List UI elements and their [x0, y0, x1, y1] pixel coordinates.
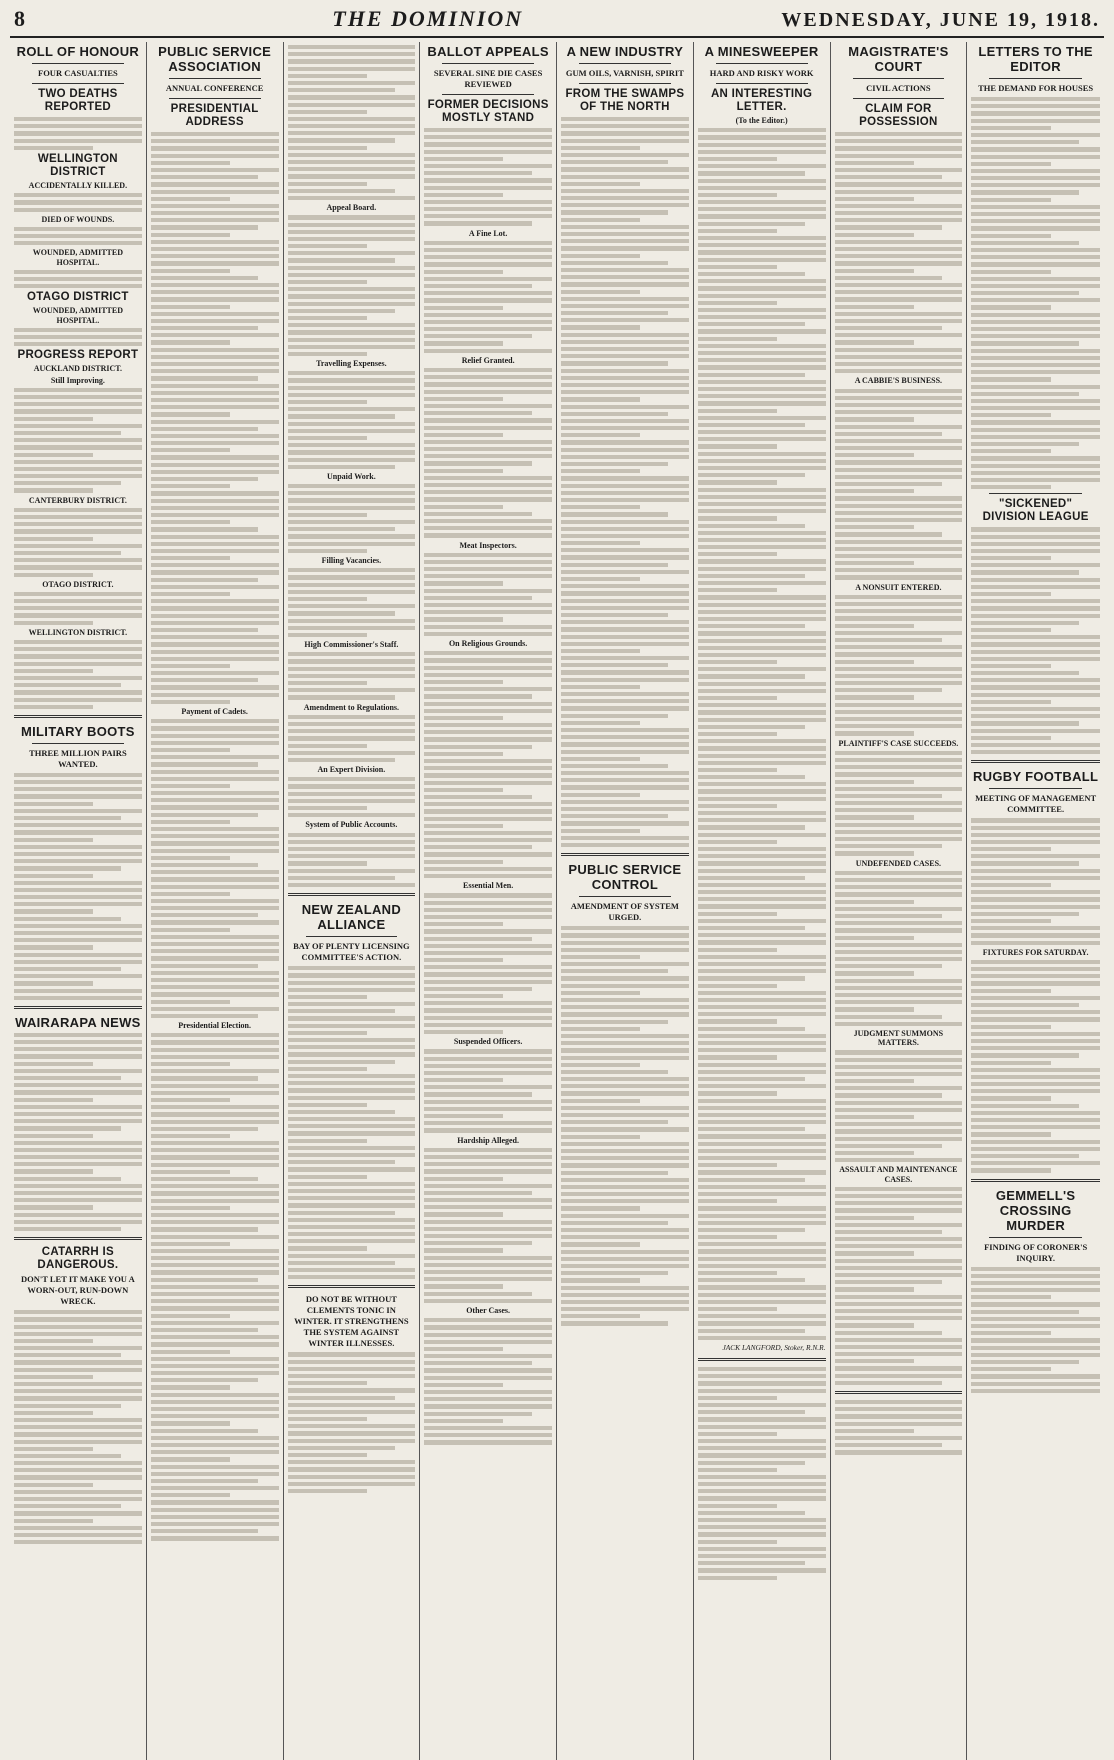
article-text: [424, 893, 552, 1034]
column-2: [147, 42, 284, 1760]
section-label: JUDGMENT SUMMONS MATTERS.: [853, 1028, 944, 1048]
article-text: [288, 652, 416, 699]
section-label: Still Improving.: [50, 375, 105, 385]
nz-alliance-heading: NEW ZEALAND ALLIANCE: [301, 902, 402, 933]
divider: [989, 1237, 1082, 1238]
divider: [442, 63, 534, 64]
ballot-appeals-heading: BALLOT APPEALS: [427, 44, 549, 59]
divider: [32, 83, 124, 84]
new-industry-subheading: GUM OILS, VARNISH, SPIRIT: [565, 68, 684, 78]
article-text: [288, 45, 416, 200]
column-6: [694, 42, 831, 1760]
article-text: [561, 117, 689, 847]
section-label: FIXTURES FOR SATURDAY.: [982, 947, 1089, 957]
letter-signature: JACK LANGFORD, Stoker, R.N.R.: [722, 1342, 826, 1352]
gemmells-crossing-heading: GEMMELL'S CROSSING MURDER: [995, 1187, 1076, 1233]
section-label: Other Cases.: [466, 1305, 511, 1315]
wairarapa-heading: WAIRARAPA NEWS: [15, 1014, 141, 1030]
article-text: [971, 818, 1100, 944]
article-text: [288, 833, 416, 888]
divider: [32, 63, 124, 64]
section-label: WOUNDED, ADMITTED HOSPITAL.: [32, 248, 123, 267]
magistrates-court-heading: MAGISTRATE'S COURT: [848, 44, 949, 74]
section-label: WELLINGTON DISTRICT.: [28, 627, 128, 637]
section-label: Unpaid Work.: [326, 471, 376, 481]
article-text: [14, 1033, 142, 1231]
two-deaths-heading: TWO DEATHS REPORTED: [38, 88, 118, 113]
divider: [853, 98, 945, 99]
section-label: UNDEFENDED CASES.: [855, 858, 942, 868]
section-label: ACCIDENTALLY KILLED.: [28, 180, 128, 190]
article-text: [14, 592, 142, 625]
section-label: Amendment to Regulations.: [303, 702, 400, 712]
article-text: [424, 553, 552, 636]
column-4: [420, 42, 557, 1760]
section-label: Filling Vacancies.: [321, 555, 382, 565]
former-decisions-heading: FORMER DECISIONS MOSTLY STAND: [427, 99, 549, 124]
article-text: [14, 640, 142, 709]
section-label: DIED OF WOUNDS.: [41, 214, 115, 224]
divider: [835, 1391, 963, 1394]
section-label: CANTERBURY DISTRICT.: [28, 495, 127, 505]
article-text: [971, 960, 1100, 1173]
article-text: [288, 371, 416, 469]
section-label: An Expert Division.: [317, 765, 386, 775]
section-label: Essential Men.: [463, 881, 514, 891]
divider: [971, 760, 1100, 763]
article-text: [14, 117, 142, 150]
section-label: PLAINTIFF'S CASE SUCCEEDS.: [838, 738, 959, 748]
article-text: [151, 132, 279, 704]
paper-title: THE DOMINION: [332, 6, 524, 31]
column-5: [557, 42, 694, 1760]
article-text: [288, 777, 416, 817]
column-8: [967, 42, 1104, 1760]
section-label: Relief Granted.: [461, 355, 515, 365]
rugby-subheading: MEETING OF MANAGEMENT COMMITTEE.: [975, 793, 1097, 815]
ballot-appeals-subheading: SEVERAL SINE DIE CASES REVIEWED: [433, 68, 543, 89]
article-text: [424, 651, 552, 878]
divider: [579, 896, 671, 897]
article-text: [424, 368, 552, 538]
article-text: [288, 715, 416, 762]
article-text: [14, 270, 142, 289]
divider: [288, 893, 416, 896]
divider: [989, 78, 1082, 79]
gemmells-crossing-subheading: FINDING OF CORONER'S INQUIRY.: [984, 1241, 1088, 1263]
divider: [716, 83, 808, 84]
section-label: ASSAULT AND MAINTENANCE CASES.: [839, 1165, 958, 1184]
divider: [579, 83, 671, 84]
article-text: [14, 388, 142, 493]
article-text: [835, 751, 963, 856]
section-label: Suspended Officers.: [453, 1037, 523, 1047]
section-label: OTAGO DISTRICT.: [42, 579, 114, 589]
article-text: [835, 1050, 963, 1162]
divider: [32, 743, 124, 744]
section-label: High Commissioner's Staff.: [304, 640, 399, 650]
roll-of-honour-heading: ROLL OF HONOUR: [16, 44, 140, 59]
article-text: [288, 568, 416, 637]
article-text: [835, 595, 963, 736]
article-text: [14, 193, 142, 212]
divider: [989, 493, 1082, 494]
article-text: [288, 1352, 416, 1493]
divider: [716, 63, 808, 64]
divider: [288, 1285, 416, 1288]
presidential-address-heading: PRESIDENTIAL ADDRESS: [170, 103, 259, 128]
article-text: [424, 128, 552, 226]
article-text: [14, 773, 142, 1000]
article-text: [424, 241, 552, 353]
section-label: AUCKLAND DISTRICT.: [33, 364, 123, 374]
masthead: [10, 6, 1104, 38]
article-text: [151, 719, 279, 1018]
divider: [853, 78, 945, 79]
advertisement-text: [835, 1400, 963, 1455]
interesting-letter-heading: AN INTERESTING LETTER.: [710, 88, 813, 113]
otago-district-heading: OTAGO DISTRICT: [27, 291, 129, 304]
public-service-control-subheading: AMENDMENT OF SYSTEM URGED.: [570, 901, 679, 923]
page-number: 8: [14, 6, 25, 31]
divider: [14, 715, 142, 718]
section-label: WOUNDED, ADMITTED HOSPITAL.: [32, 306, 123, 325]
article-text: [561, 926, 689, 1326]
divider: [14, 1006, 142, 1009]
issue-date: WEDNESDAY, JUNE 19, 1918.: [781, 9, 1100, 31]
article-text: [14, 1310, 142, 1544]
swamps-heading: FROM THE SWAMPS OF THE NORTH: [565, 88, 685, 113]
section-label: Presidential Election.: [178, 1021, 251, 1031]
public-service-control-heading: PUBLIC SERVICE CONTROL: [568, 862, 682, 893]
civil-actions-subheading: CIVIL ACTIONS: [866, 83, 931, 93]
roll-subheading: FOUR CASUALTIES: [38, 68, 118, 78]
article-text: [835, 389, 963, 580]
nz-alliance-subheading: BAY OF PLENTY LICENSING COMMITTEE'S ACTION.: [293, 941, 410, 963]
demand-for-houses-subheading: THE DEMAND FOR HOUSES: [978, 83, 1094, 93]
sickened-league-heading: "SICKENED" DIVISION LEAGUE: [982, 498, 1089, 524]
section-label: On Religious Grounds.: [448, 638, 528, 648]
columns: [10, 42, 1104, 1760]
column-3: [284, 42, 421, 1760]
divider: [989, 788, 1082, 789]
article-text: [835, 871, 963, 1026]
divider: [971, 1179, 1100, 1182]
minesweeper-heading: A MINESWEEPER: [704, 44, 819, 59]
public-service-heading: PUBLIC SERVICE ASSOCIATION: [158, 44, 272, 74]
article-text: [288, 215, 416, 356]
article-text: [14, 328, 142, 347]
minesweeper-subheading: HARD AND RISKY WORK: [709, 68, 814, 78]
article-text: [151, 1033, 279, 1540]
new-industry-heading: A NEW INDUSTRY: [566, 44, 684, 59]
advertisement-text: [698, 1367, 826, 1580]
divider: [579, 63, 671, 64]
section-label: Appeal Board.: [326, 203, 377, 213]
article-text: [971, 1267, 1100, 1393]
section-label: Hardship Alleged.: [457, 1135, 520, 1145]
article-text: [698, 128, 826, 1340]
divider: [561, 853, 689, 856]
section-label: Payment of Cadets.: [181, 707, 248, 716]
article-text: [14, 227, 142, 246]
to-the-editor-label: (To the Editor.): [735, 116, 788, 125]
article-text: [971, 97, 1100, 489]
article-text: [424, 1318, 552, 1444]
article-text: [288, 966, 416, 1279]
clements-tonic-ad-heading: DO NOT BE WITHOUT CLEMENTS TONIC IN WINTER. IT STRENGTHENS THE SYSTEM AGAINST WINTER ILLNESSES.: [294, 1294, 409, 1349]
article-text: [424, 1049, 552, 1132]
military-boots-heading: MILITARY BOOTS: [21, 723, 135, 739]
letters-to-editor-heading: LETTERS TO THE EDITOR: [978, 44, 1093, 74]
article-text: [288, 484, 416, 553]
section-label: Meat Inspectors.: [459, 540, 517, 550]
column-1: [10, 42, 147, 1760]
article-text: [14, 508, 142, 577]
divider: [169, 98, 261, 99]
rugby-football-heading: RUGBY FOOTBALL: [972, 769, 1099, 785]
divider: [306, 936, 398, 937]
catarrh-subheading: DON'T LET IT MAKE YOU A WORN-OUT, RUN-DOWN WRECK.: [20, 1274, 135, 1307]
section-label: A NONSUIT ENTERED.: [855, 582, 942, 592]
divider: [442, 94, 534, 95]
article-text: [835, 132, 963, 373]
divider: [698, 1358, 826, 1361]
article-text: [971, 527, 1100, 754]
wellington-district-heading: WELLINGTON DISTRICT: [37, 152, 118, 178]
catarrh-heading: CATARRH IS DANGEROUS.: [37, 1246, 119, 1272]
divider: [14, 1237, 142, 1240]
article-text: [835, 1187, 963, 1385]
divider: [169, 78, 261, 79]
article-text: [424, 1148, 552, 1303]
public-service-subheading: ANNUAL CONFERENCE: [165, 83, 264, 93]
section-label: A Fine Lot.: [468, 228, 508, 238]
section-label: System of Public Accounts.: [305, 820, 398, 830]
military-boots-subheading: THREE MILLION PAIRS WANTED.: [29, 747, 127, 769]
claim-heading: CLAIM FOR POSSESSION: [859, 103, 938, 128]
section-label: A CABBIE'S BUSINESS.: [854, 376, 943, 386]
section-label: Travelling Expenses.: [316, 359, 387, 369]
progress-report-heading: PROGRESS REPORT: [17, 349, 139, 362]
column-7: [831, 42, 968, 1760]
